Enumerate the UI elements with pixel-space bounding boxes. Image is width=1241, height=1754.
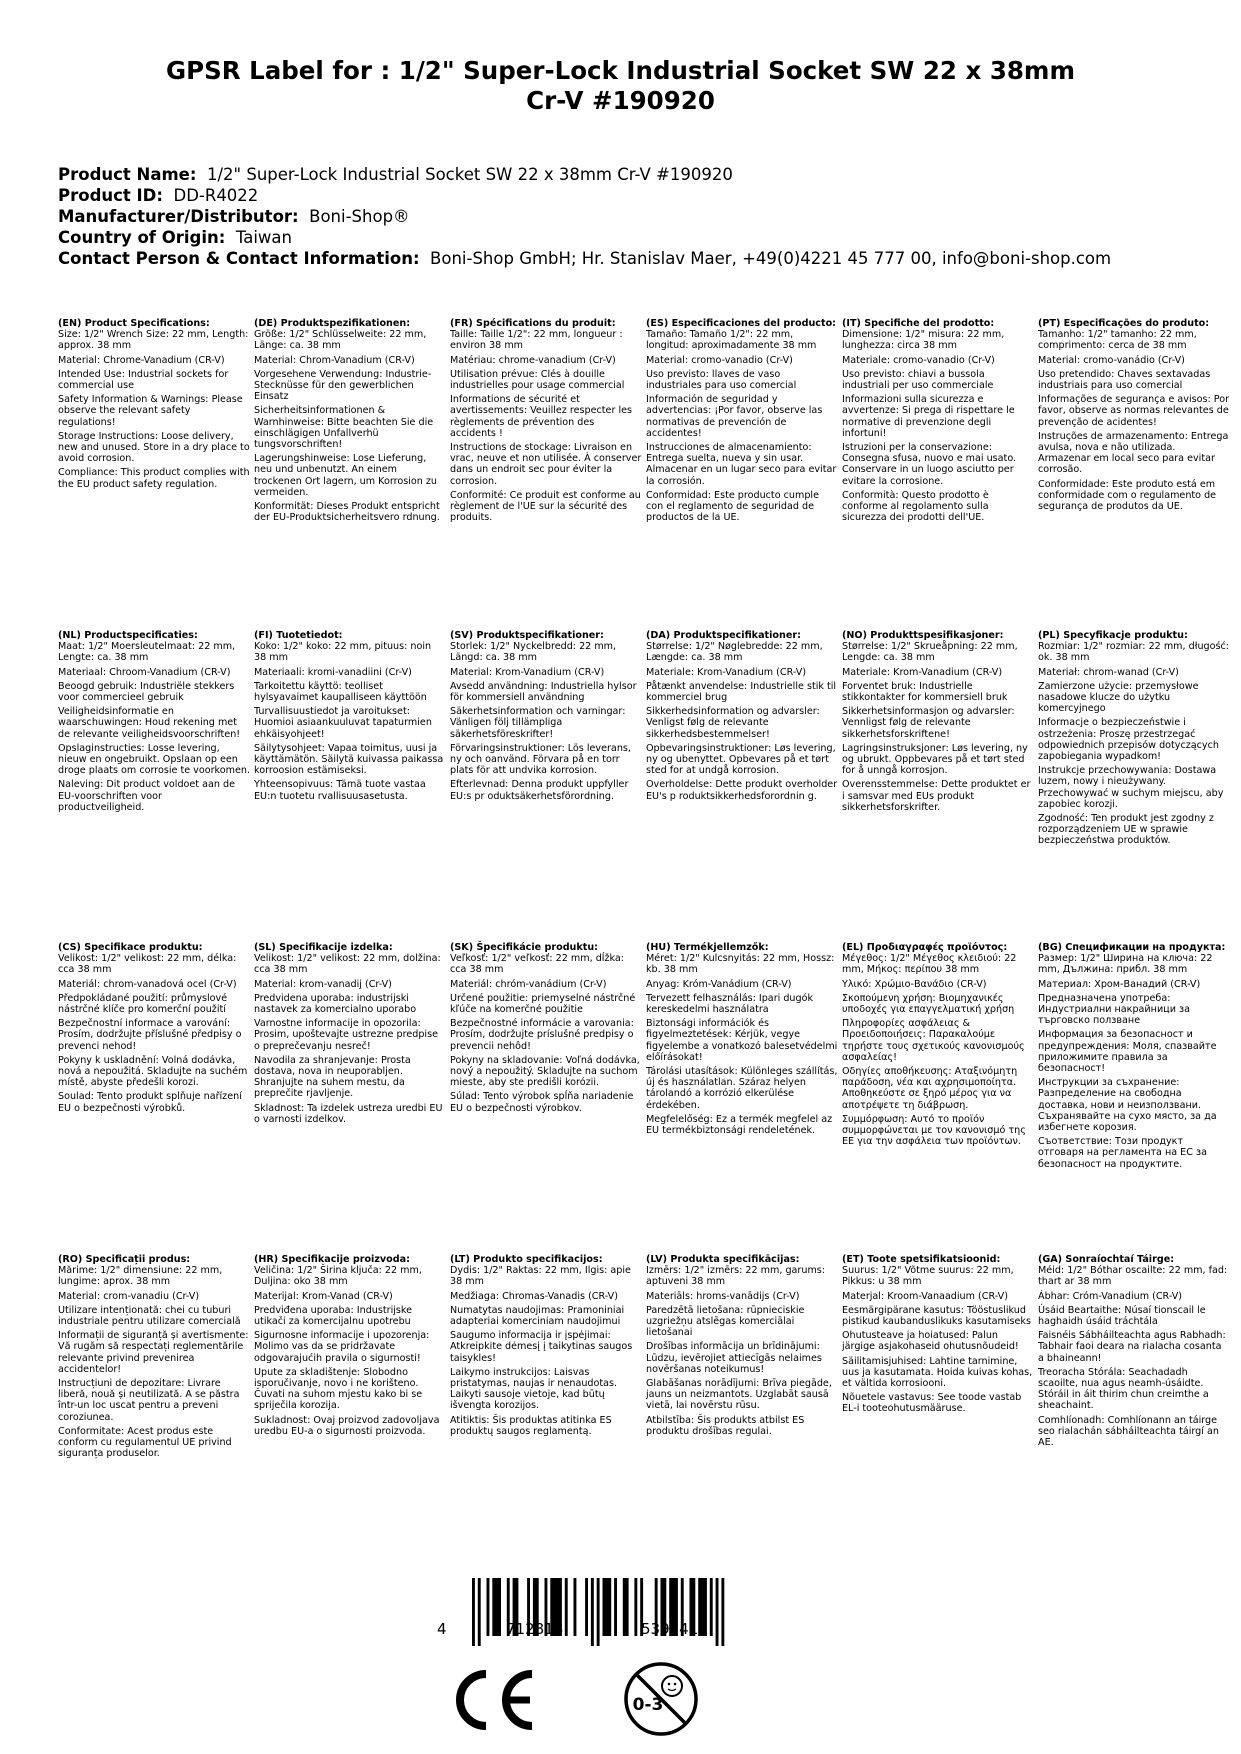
language-section: [646, 942, 838, 1139]
barcode-bar: [591, 1578, 594, 1646]
ean-barcode: [438, 1578, 768, 1658]
language-section: [646, 630, 838, 805]
section-heading: (DE) Produktspezifikationen:: [254, 318, 411, 329]
section-heading: (IT) Specifiche del prodotto:: [842, 318, 995, 329]
section-paragraph: Größe: 1/2" Schlüsselweite: 22 mm, Länge: ca. 38 mm: [254, 329, 427, 352]
language-section: [1038, 318, 1230, 515]
barcode-bars: [438, 1578, 768, 1658]
barcode-bar: [716, 1578, 719, 1646]
section-heading: (PT) Especificações do produto:: [1038, 318, 1210, 329]
section-paragraph: Turvallisuustiedot ja varoitukset: Huomioi asiaankuuluvat tapaturmien ehkäisyohjeet!: [254, 706, 432, 740]
section-paragraph: Материал: Хром-Ванадий (CR-V): [1038, 978, 1201, 990]
section-paragraph: Utilisation prévue: Clés à douille industrielles pour usage commercial: [450, 368, 625, 392]
section-paragraph: Uso previsto: chiavi a bussola industriali per uso commerciale: [842, 368, 994, 392]
section-paragraph: Určené použitie: priemyselné nástrčné kľúče na komerčné použitie: [450, 992, 636, 1016]
section-heading: (RO) Specificații produs:: [58, 1254, 191, 1265]
section-paragraph: Medžiaga: Chromas-Vanadis (CR-V): [450, 1290, 618, 1302]
barcode-bar: [721, 1578, 724, 1646]
section-heading: (EL) Προδιαγραφές προϊόντος:: [842, 942, 1008, 953]
section-heading: (SV) Produktspecifikationer:: [450, 630, 604, 641]
section-paragraph: Velikost: 1/2" velikost: 22 mm, délka: cca 38 mm: [58, 953, 237, 976]
section-heading: (LV) Produkta specifikācijas:: [646, 1254, 800, 1265]
section-paragraph: Biztonsági információk és figyelmeztetések: Kérjük, vegye figyelembe a vonatkozó balesetvédelmi előírásokat!: [646, 1018, 838, 1063]
barcode-bar: [472, 1578, 475, 1646]
section-paragraph: Conformitate: Acest produs este conform cu regulamentul UE privind siguranța produselor.: [58, 1425, 232, 1460]
section-paragraph: Säilitamisjuhised: Lahtine tarnimine, uus ja kasutamata. Hoida kuivas kohas, et vältida korrosiooni.: [842, 1355, 1033, 1390]
language-section: [58, 1254, 250, 1462]
section-paragraph: Předpokládané použití: průmyslové nástrčné klíče pro komerční použití: [58, 992, 228, 1016]
section-heading: (FI) Tuotetiedot:: [254, 630, 343, 641]
section-heading: (HU) Termékjellemzők:: [646, 942, 769, 953]
info-manufacturer: Manufacturer/Distributor: Boni-Shop®: [58, 207, 410, 226]
section-paragraph: Förvaringsinstruktioner: Lös leverans, ny och oanvänd. Förvara på en torr plats för att undvika korrosion.: [450, 742, 631, 777]
section-paragraph: Инструкции за съхранение: Разпределение на свободна доставка, нови и неизползвани. Съхранявайте на сухо място, за да избегнете корозия.: [1038, 1077, 1217, 1134]
section-paragraph: Paredzētā lietošana: rūpnieciskie uzgriežņu atslēgas komerciālai lietošanai: [646, 1304, 805, 1339]
section-heading: (ET) Toote spetsifikatsioonid:: [842, 1254, 1001, 1265]
section-paragraph: Suurus: 1/2" Võtme suurus: 22 mm, Pikkus: u 38 mm: [842, 1265, 1014, 1288]
barcode-bar: [597, 1578, 600, 1646]
section-paragraph: Velikost: 1/2" velikost: 22 mm, dolžina: cca 38 mm: [254, 953, 441, 976]
language-section: [1038, 1254, 1230, 1451]
section-paragraph: Informazioni sulla sicurezza e avvertenze: Si prega di rispettare le normative di prevenzione degli infortuni!: [842, 394, 1015, 439]
barcode-group-right: 539141: [641, 1620, 699, 1638]
section-paragraph: Información de seguridad y advertencias: ¡Por favor, observe las normativas de prevención de accidentes!: [646, 394, 823, 439]
section-paragraph: Υλικό: Χρώμιο-Βανάδιο (CR-V): [842, 978, 987, 990]
section-paragraph: Предназначена употреба: Индустриални накрайници за търговско ползване: [1038, 992, 1190, 1027]
barcode-bar: [623, 1578, 629, 1636]
language-section: [646, 1254, 838, 1440]
language-section: [450, 318, 642, 526]
section-paragraph: Predvidena uporaba: industrijski nastavek za komercialno uporabo: [254, 992, 417, 1016]
section-paragraph: Instrucțiuni de depozitare: Livrare liberă, nouă și neutilizată. A se păstra într-un loc uscat pentru a preveni coroziunea.: [58, 1378, 240, 1423]
section-paragraph: Material: Chrome-Vanadium (CR-V): [58, 354, 225, 366]
section-paragraph: Tarkoitettu käyttö: teolliset hylsyavaimet kaupalliseen käyttöön: [254, 680, 427, 704]
section-paragraph: Opslaginstructies: Losse levering, nieuw en ongebruikt. Opslaan op een droge plaats om corrosie te voorkomen.: [58, 742, 250, 777]
barcode-bar: [487, 1578, 490, 1636]
section-paragraph: Taille: Taille 1/2": 22 mm, longueur : environ 38 mm: [450, 329, 623, 352]
section-paragraph: Ábhar: Cróm-Vanadium (CR-V): [1038, 1290, 1183, 1302]
section-paragraph: Informations de sécurité et avertissements: Veuillez respecter les règlements de prévention des accidents !: [450, 394, 633, 439]
language-section: [1038, 630, 1230, 850]
section-paragraph: Storlek: 1/2" Nyckelbredd: 22 mm, Längd: ca. 38 mm: [450, 641, 617, 664]
section-paragraph: Rozmiar: 1/2" rozmiar: 22 mm, długość: ok. 38 mm: [1038, 641, 1229, 664]
section-paragraph: Treoracha Stórála: Seachadadh scaoilte, nua agus neamh-úsáidte. Stóráil in áit thirim chun creimthe a sheachaint.: [1038, 1366, 1209, 1412]
section-paragraph: Dydis: 1/2" Raktas: 22 mm, Ilgis: apie 38 mm: [450, 1265, 631, 1288]
section-paragraph: Οδηγίες αποθήκευσης: Αταξινόμητη παράδοση, νέα και αχρησιμοποίητα. Αποθηκεύστε σε ξηρό μέρος για να αποτρέψετε τη διάβρωση.: [842, 1066, 1018, 1111]
section-paragraph: Πληροφορίες ασφάλειας & Προειδοποιήσεις: Παρακαλούμε τηρήστε τους σχετικούς κανονισμούς ασφαλείας!: [842, 1018, 1025, 1063]
section-paragraph: Safety Information & Warnings: Please observe the relevant safety regulations!: [58, 394, 243, 428]
section-paragraph: Информация за безопасност и предупреждения: Моля, спазвайте приложимите правила за безопасност!: [1038, 1029, 1217, 1075]
section-paragraph: Drošības informācija un brīdinājumi: Lūdzu, ievērojiet attiecīgās nelaimes novēršanas noteikumus!: [646, 1341, 822, 1375]
section-paragraph: Varnostne informacije in opozorila: Prosim, upoštevajte ustrezne predpise o preprečevanju nesreč!: [254, 1018, 438, 1052]
section-paragraph: Méret: 1/2" Kulcsnyitás: 22 mm, Hossz: kb. 38 mm: [646, 953, 835, 976]
section-paragraph: Maat: 1/2" Moersleutelmaat: 22 mm, Lengte: ca. 38 mm: [58, 641, 236, 664]
section-paragraph: Conformità: Questo prodotto è conforme al regolamento sulla sicurezza dei prodotti dell'UE.: [842, 489, 989, 524]
barcode-group-left: 712818: [506, 1620, 564, 1638]
language-section: [58, 630, 250, 816]
section-paragraph: Comhlíonadh: Comhlíonann an táirge seo rialachán sábháilteachta táirgí an AE.: [1038, 1414, 1219, 1449]
section-paragraph: Veličina: 1/2" Širina ključa: 22 mm, Duljina: oko 38 mm: [254, 1265, 422, 1288]
section-heading: (ES) Especificaciones del producto:: [646, 318, 837, 329]
info-contact: Contact Person & Contact Information: Boni-Shop GmbH; Hr. Stanislav Maer, +49(0)4221 45 777 00, info@boni-shop.com: [58, 249, 1112, 268]
language-section: [58, 942, 250, 1117]
section-paragraph: Yhteensopivuus: Tämä tuote vastaa EU:n tuotetu rvallisuusasetusta.: [254, 779, 426, 802]
section-paragraph: Koko: 1/2" koko: 22 mm, pituus: noin 38 mm: [254, 641, 432, 664]
section-paragraph: Anyag: Króm-Vanádium (CR-V): [646, 978, 792, 990]
section-heading: (SL) Specifikacije izdelka:: [254, 942, 393, 953]
section-paragraph: Materiāls: hroms-vanādijs (Cr-V): [646, 1290, 800, 1302]
section-paragraph: Efterlevnad: Denna produkt uppfyller EU:s pr oduktsäkerhetsförordning.: [450, 779, 629, 802]
section-paragraph: Forventet bruk: Industrielle stikkontakter for kommersiell bruk: [842, 680, 1008, 704]
section-paragraph: Naleving: Dit product voldoet aan de EU-voorschriften voor productveiligheid.: [58, 779, 235, 813]
section-heading: (BG) Спецификации на продукта:: [1038, 942, 1226, 953]
title-line-1: GPSR Label for : 1/2" Super-Lock Industrial Socket SW 22 x 38mm: [166, 56, 1075, 85]
age-range-label: 0-3: [632, 1695, 664, 1715]
section-paragraph: Materiale: cromo-vanadio (Cr-V): [842, 354, 995, 366]
section-paragraph: Materijal: Krom-Vanad (CR-V): [254, 1290, 393, 1302]
section-paragraph: Avsedd användning: Industriella hylsor för kommersiell användning: [450, 680, 637, 704]
section-paragraph: Material: crom-vanadiu (Cr-V): [58, 1290, 200, 1302]
section-heading: (HR) Specifikacije proizvoda:: [254, 1254, 410, 1265]
section-heading: (LT) Produkto specifikacijos:: [450, 1254, 603, 1265]
section-paragraph: Uso pretendido: Chaves sextavadas industriais para uso comercial: [1038, 368, 1211, 392]
section-paragraph: Material: Chrom-Vanadium (CR-V): [254, 354, 415, 366]
barcode-bar: [614, 1578, 617, 1636]
section-paragraph: Material: cromo-vanádio (Cr-V): [1038, 354, 1185, 366]
barcode-digit-first: 4: [437, 1620, 447, 1638]
section-paragraph: Lagerungshinweise: Lose Lieferung, neu und unbenutzt. An einem trockenen Ort lagern, um Korrosion zu vermeiden.: [254, 453, 437, 498]
section-paragraph: Glabāšanas norādījumi: Brīva piegāde, jauns un neizmantots. Uzglabāt sausā vietā, lai novērstu rūsu.: [646, 1378, 832, 1412]
section-paragraph: Vorgesehene Verwendung: Industrie-Stecknüsse für den gewerblichen Einsatz: [254, 368, 432, 403]
section-paragraph: Eesmärgipärane kasutus: Tööstuslikud pistikud kaubanduslikuks kasutamiseks: [842, 1304, 1031, 1328]
language-section: [450, 630, 642, 805]
section-paragraph: Material: Krom-Vanadium (CR-V): [450, 666, 605, 678]
section-paragraph: Materiaali: kromi-vanadiini (Cr-V): [254, 666, 412, 678]
section-paragraph: Úsáid Beartaithe: Núsaí tionscail le haghaidh úsáid tráchtála: [1038, 1304, 1206, 1328]
section-heading: (PL) Specyfikacje produktu:: [1038, 630, 1188, 641]
section-paragraph: Istruzioni per la conservazione: Consegna sfusa, nuovo e mai usato. Conservare in un luogo asciutto per evitare la corrosione.: [842, 442, 1017, 487]
section-paragraph: Size: 1/2" Wrench Size: 22 mm, Length: approx. 38 mm: [58, 329, 249, 352]
page-title: [60, 56, 1181, 116]
section-paragraph: Sigurnosne informacije i upozorenja: Molimo vas da se pridržavate odgovarajućih pravila o sigurnosti!: [254, 1330, 430, 1364]
section-paragraph: Påtænkt anvendelse: Industrielle stik til kommerciel brug: [646, 680, 837, 704]
section-paragraph: Instruções de armazenamento: Entrega avulsa, nova e não utilizada. Armazenar em local seco para evitar corrosão.: [1038, 430, 1229, 476]
section-paragraph: Súlad: Tento výrobok spĺňa nariadenie EU o bezpečnosti výrobkov.: [450, 1091, 634, 1114]
language-section: [450, 1254, 642, 1440]
section-paragraph: Materiale: Krom-Vanadium (CR-V): [842, 666, 1003, 678]
section-paragraph: Sikkerhedsinformation og advarsler: Venligst følg de relevante sikkerhedsbestemmelser!: [646, 706, 820, 740]
section-paragraph: Sukladnost: Ovaj proizvod zadovoljava uredbu EU-a o sigurnosti proizvoda.: [254, 1414, 440, 1437]
section-paragraph: Sikkerhetsinformasjon og advarsler: Vennligst følg de relevante sikkerhetsforskriftene!: [842, 706, 1015, 740]
section-paragraph: Mărime: 1/2" dimensiune: 22 mm, lungime: aprox. 38 mm: [58, 1265, 223, 1288]
section-paragraph: Pokyny na skladovanie: Voľná dodávka, nový a nepoužitý. Skladujte na suchom mieste, aby ste predišli korózii.: [450, 1054, 640, 1089]
section-paragraph: Instrukcje przechowywania: Dostawa luzem, nowy i nieużywany. Przechowywać w suchym miejscu, aby zapobiec korozji.: [1038, 765, 1224, 810]
section-paragraph: Størrelse: 1/2" Nøglebredde: 22 mm, Længde: ca. 38 mm: [646, 641, 823, 664]
section-paragraph: Veľkosť: 1/2" veľkosť: 22 mm, dĺžka: cca 38 mm: [450, 953, 624, 976]
section-paragraph: Ohutusteave ja hoiatused: Palun järgige asjakohaseid ohutusnõudeid!: [842, 1330, 1019, 1353]
section-paragraph: Lagringsinstruksjoner: Løs levering, ny og ubrukt. Oppbevares på et tørt sted for å unngå korrosjon.: [842, 742, 1028, 777]
section-paragraph: Säkerhetsinformation och varningar: Vänligen följ tillämpliga säkerhetsföreskrifter!: [450, 706, 626, 740]
section-paragraph: Upute za skladištenje: Slobodno isporučivanje, novo i ne korišteno. Čuvati na suhom mjestu kako bi se spriječila korozija.: [254, 1366, 423, 1412]
language-section: [254, 318, 446, 526]
section-paragraph: Materiał: chrom-wanad (Cr-V): [1038, 666, 1179, 678]
section-paragraph: Instructions de stockage: Livraison en vrac, neuve et non utilisée. À conserver dans un endroit sec pour éviter la corrosion.: [450, 442, 642, 487]
section-paragraph: Sicherheitsinformationen & Warnhinweise: Bitte beachten Sie die einschlägigen Unfallverhü tungsvorschriften!: [254, 405, 434, 451]
language-section: [842, 1254, 1034, 1418]
section-paragraph: Storage Instructions: Loose delivery, new and unused. Store in a dry place to avoid corrosion.: [58, 430, 250, 465]
language-section: [1038, 942, 1230, 1173]
section-paragraph: Zamierzone użycie: przemysłowe nasadowe klucze do użytku komercyjnego: [1038, 680, 1199, 715]
section-paragraph: Säilytysohjeet: Vapaa toimitus, uusi ja käyttämätön. Säilytä kuivassa paikassa korroosion estämiseksi.: [254, 742, 444, 777]
section-paragraph: Størrelse: 1/2" Skrueåpning: 22 mm, Lengde: ca. 38 mm: [842, 641, 1018, 664]
section-paragraph: Izmērs: 1/2" izmērs: 22 mm, garums: aptuveni 38 mm: [646, 1265, 826, 1288]
section-paragraph: Dimensione: 1/2" misura: 22 mm, lunghezza: circa 38 mm: [842, 329, 1005, 352]
section-paragraph: Konformität: Dieses Produkt entspricht der EU-Produktsicherheitsvero rdnung.: [254, 501, 440, 524]
info-product-id: Product ID: DD-R4022: [58, 186, 259, 205]
section-paragraph: Overensstemmelse: Dette produktet er i samsvar med EUs produkt sikkerhetsforskrifter.: [842, 779, 1031, 813]
section-paragraph: Intended Use: Industrial sockets for commercial use: [58, 368, 229, 392]
section-heading: (NL) Productspecificaties:: [58, 630, 198, 641]
section-paragraph: Bezpečnostné informácie a varovania: Prosím, dodržujte príslušné predpisy o prevencii nehôd!: [450, 1018, 634, 1052]
barcode-bar: [565, 1578, 568, 1636]
section-paragraph: Instrucciones de almacenamiento: Entrega suelta, nueva y sin usar. Almacenar en un lugar seco para evitar la corrosión.: [646, 442, 837, 487]
section-paragraph: Informações de segurança e avisos: Por favor, observe as normas relevantes de prevenção de acidentes!: [1038, 394, 1230, 428]
section-paragraph: Συμμόρφωση: Αυτό το προϊόν συμμορφώνεται με τον κανονισμό της ΕΕ για την ασφάλεια των προϊόντων.: [842, 1113, 1026, 1148]
section-paragraph: Skladnost: Ta izdelek ustreza uredbi EU o varnosti izdelkov.: [254, 1102, 443, 1125]
section-paragraph: Veiligheidsinformatie en waarschuwingen: Houd rekening met de relevante veiligheidsvoorschriften!: [58, 706, 241, 740]
barcode-bar: [492, 1578, 501, 1636]
section-paragraph: Materiál: chróm-vanádium (Cr-V): [450, 978, 607, 990]
info-country: Country of Origin: Taiwan: [58, 228, 292, 247]
section-paragraph: Μέγεθος: 1/2" Μέγεθος κλειδιού: 22 mm, Μήκος: περίπου 38 mm: [842, 953, 1017, 976]
language-section: [842, 942, 1034, 1150]
section-paragraph: Tamanho: 1/2" tamanho: 22 mm, comprimento: cerca de 38 mm: [1038, 329, 1197, 352]
section-paragraph: Atitiktis: Šis produktas atitinka ES produktų saugos reglamentą.: [450, 1414, 612, 1437]
language-section: [254, 1254, 446, 1440]
section-paragraph: Σκοπούμενη χρήση: Βιομηχανικές υποδοχές για επαγγελματική χρήση: [842, 992, 1015, 1016]
language-section: [254, 630, 446, 805]
section-paragraph: Laikymo instrukcijos: Laisvas pristatymas, naujas ir nenaudotas. Laikyti sausoje vietoje, kad būtų išvengta korozijos.: [450, 1366, 618, 1412]
barcode-bar: [634, 1578, 637, 1636]
section-paragraph: Съответствие: Този продукт отговаря на регламента на ЕС за безопасност на продуктите.: [1038, 1136, 1207, 1170]
section-paragraph: Numatytas naudojimas: Pramoniniai adapteriai komerciniam naudojimui: [450, 1304, 625, 1328]
language-section: [58, 318, 250, 493]
section-heading: (CS) Specifikace produktu:: [58, 942, 203, 953]
section-paragraph: Conformité: Ce produit est conforme au règlement de l'UE sur la sécurité des produits.: [450, 489, 641, 524]
section-paragraph: Soulad: Tento produkt splňuje nařízení EU o bezpečnosti výrobků.: [58, 1091, 242, 1114]
section-paragraph: Saugumo informacija ir įspėjimai: Atkreipkite dėmesį į taikytinas saugos taisykles!: [450, 1330, 633, 1364]
section-paragraph: Material: cromo-vanadio (Cr-V): [646, 354, 793, 366]
language-section: [842, 318, 1034, 526]
section-heading: (NO) Produkttspesifikasjoner:: [842, 630, 1004, 641]
language-section: [254, 942, 446, 1128]
section-heading: (GA) Sonraíochtaí Táirge:: [1038, 1254, 1175, 1265]
section-heading: (SK) Špecifikácie produktu:: [450, 942, 599, 953]
section-paragraph: Pokyny k uskladnění: Volná dodávka, nová a nepoužitá. Skladujte na suchém místě, abyste předešli korozi.: [58, 1054, 248, 1089]
language-section: [842, 630, 1034, 816]
barcode-bar: [698, 1578, 707, 1636]
section-paragraph: Opbevaringsinstruktioner: Løs levering, ny og ubenyttet. Opbevares på et tørt sted for at undgå korrosion.: [646, 742, 836, 777]
language-section: [646, 318, 838, 526]
product-info: [58, 164, 1198, 269]
section-paragraph: Compliance: This product complies with the EU product safety regulation.: [58, 467, 250, 490]
barcode-bar: [478, 1578, 481, 1646]
section-heading: (EN) Product Specifications:: [58, 318, 210, 329]
section-paragraph: Materjal: Kroom-Vanaadium (CR-V): [842, 1290, 1008, 1302]
section-paragraph: Bezpečnostní informace a varování: Prosím, dodržujte příslušné předpisy o prevenci nehod!: [58, 1018, 242, 1052]
section-paragraph: Beoogd gebruik: Industriële stekkers voor commercieel gebruik: [58, 680, 235, 704]
section-paragraph: Predviđena uporaba: Industrijske utikači za komercijalnu upotrebu: [254, 1304, 413, 1328]
section-paragraph: Navodila za shranjevanje: Prosta dostava, nova in neuporabljen. Shranjujte na suhem mestu, da preprečite rjavljenje.: [254, 1054, 411, 1100]
section-paragraph: Nõuetele vastavus: See toode vastab EL-i tooteohutusmääruse.: [842, 1392, 1022, 1415]
barcode-bar: [574, 1578, 577, 1636]
section-paragraph: Overholdelse: Dette produkt overholder EU's p roduktsikkerhedsforordnin g.: [646, 779, 838, 802]
section-paragraph: Utilizare intenționată: chei cu tuburi industriale pentru utilizare comercială: [58, 1304, 241, 1328]
section-paragraph: Megfelelőség: Ez a termék megfelel az EU termékbiztonsági rendeletének.: [646, 1113, 833, 1137]
title-line-2: Cr-V #190920: [526, 86, 715, 115]
ce-mark-icon: [448, 1668, 538, 1732]
section-paragraph: Uso previsto: llaves de vaso industriales para uso comercial: [646, 368, 797, 392]
section-paragraph: Materiale: Krom-Vanadium (CR-V): [646, 666, 807, 678]
section-paragraph: Zgodność: Ten produkt jest zgodny z rozporządzeniem UE w sprawie bezpieczeństwa produktów.: [1038, 813, 1214, 847]
section-paragraph: Méid: 1/2" Bóthar oscailte: 22 mm, fad: thart ar 38 mm: [1038, 1265, 1228, 1288]
section-paragraph: Tervezett felhasználás: Ipari dugók kereskedelmi használatra: [646, 992, 814, 1016]
barcode-bar: [585, 1578, 588, 1636]
section-paragraph: Размер: 1/2" Ширина на ключа: 22 mm, Дължина: прибл. 38 mm: [1038, 953, 1213, 976]
section-paragraph: Informații de siguranță și avertismente: Vă rugăm să respectați reglementările relevante privind prevenirea accidentelor!: [58, 1330, 249, 1375]
section-paragraph: Tamaño: Tamaño 1/2": 22 mm, longitud: aproximadamente 38 mm: [646, 329, 817, 352]
section-paragraph: Tárolási utasítások: Különleges szállítás, új és használatlan. Száraz helyen tárolandó a korrózió elkerülése érdekében.: [646, 1066, 838, 1111]
barcode-bar: [603, 1578, 612, 1636]
section-paragraph: Informacje o bezpieczeństwie i ostrzeżenia: Proszę przestrzegać odpowiednich przepisów dotyczących zapobiegania wypadkom!: [1038, 717, 1219, 763]
section-paragraph: Conformidade: Este produto está em conformidade com o regulamento de segurança de produtos da UE.: [1038, 478, 1217, 513]
section-paragraph: Atbilstība: Šis produkts atbilst ES produktu drošības regulai.: [646, 1414, 805, 1437]
section-paragraph: Material: krom-vanadij (Cr-V): [254, 978, 392, 990]
section-heading: (DA) Produktspecifikationer:: [646, 630, 801, 641]
age-warning-icon: [622, 1660, 700, 1738]
section-paragraph: Matériau: chrome-vanadium (Cr-V): [450, 354, 616, 366]
section-paragraph: Materiál: chrom-vanadová ocel (Cr-V): [58, 978, 237, 990]
language-section: [450, 942, 642, 1117]
barcode-bar: [710, 1578, 713, 1636]
section-paragraph: Materiaal: Chroom-Vanadium (CR-V): [58, 666, 231, 678]
section-paragraph: Faisnéis Sábháilteachta agus Rabhadh: Tabhair faoi deara na rialacha cosanta a bhaineann!: [1038, 1330, 1226, 1364]
section-paragraph: Conformidad: Este producto cumple con el reglamento de seguridad de productos de la UE.: [646, 489, 819, 524]
section-heading: (FR) Spécifications du produit:: [450, 318, 616, 329]
info-product-name: Product Name: 1/2" Super-Lock Industrial Socket SW 22 x 38mm Cr-V #190920: [58, 165, 733, 184]
